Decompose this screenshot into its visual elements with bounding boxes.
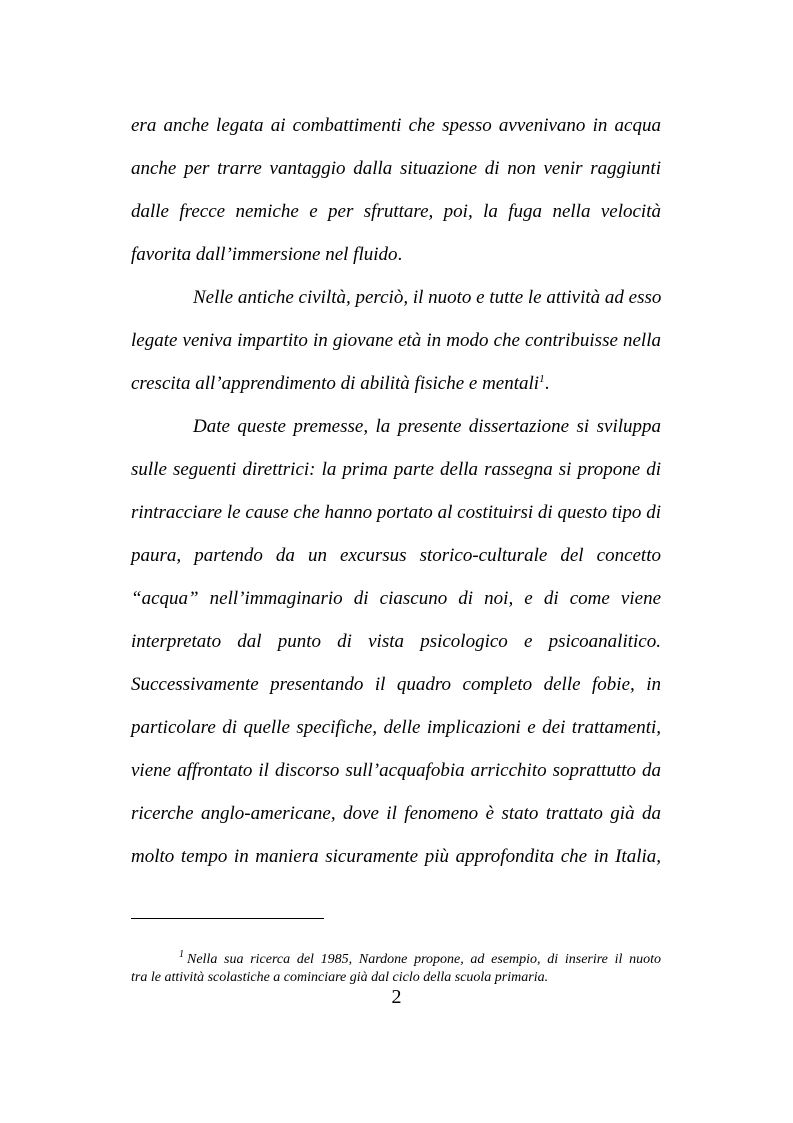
- body-line-11: paura, partendo da un excursus storico-culturale del concetto: [131, 545, 661, 566]
- body-line-14: Successivamente presentando il quadro completo delle fobie, in: [131, 674, 661, 695]
- body-line-4-period: .: [397, 244, 403, 265]
- body-line-16: viene affrontato il discorso sull’acquafobia arricchito soprattutto da: [131, 760, 661, 781]
- footnote-line-1: [179, 951, 661, 968]
- body-line-15: particolare di quelle specifiche, delle implicazioni e dei trattamenti,: [131, 717, 661, 738]
- body-line-4-text: favorita dall’immersione nel fluido: [131, 244, 398, 265]
- body-line-3: dalle frecce nemiche e per sfruttare, poi, la fuga nella velocità: [131, 201, 661, 222]
- body-line-2: anche per trarre vantaggio dalla situazione di non venir raggiunti: [131, 158, 661, 179]
- body-line-1: era anche legata ai combattimenti che spesso avvenivano in acqua: [131, 115, 661, 136]
- body-line-12: “acqua” nell’immaginario di ciascuno di noi, e di come viene: [131, 588, 661, 609]
- body-line-9: sulle seguenti direttrici: la prima parte della rassegna si propone di: [131, 459, 661, 480]
- body-line-4: [131, 244, 661, 266]
- body-line-13: interpretato dal punto di vista psicologico e psicoanalitico.: [131, 631, 661, 652]
- paragraph-2-first-line: Nelle antiche civiltà, perciò, il nuoto e tutte le attività ad esso: [193, 287, 662, 308]
- body-line-7-period: .: [544, 373, 550, 394]
- footnote-line-1-text: Nella sua ricerca del 1985, Nardone propone, ad esempio, di inserire il nuoto: [187, 952, 661, 967]
- body-line-7: [131, 373, 661, 395]
- footnote-marker: 1: [179, 949, 184, 960]
- body-line-7-text: crescita all’apprendimento di abilità fisiche e mentali: [131, 373, 540, 394]
- footnote-reference: 1: [539, 373, 545, 385]
- body-line-18: molto tempo in maniera sicuramente più approfondita che in Italia,: [131, 846, 661, 867]
- body-line-17: ricerche anglo-americane, dove il fenomeno è stato trattato già da: [131, 803, 661, 824]
- page-number: 2: [391, 986, 402, 1008]
- footnote-separator: [131, 918, 324, 919]
- body-line-10: rintracciare le cause che hanno portato al costituirsi di questo tipo di: [131, 502, 661, 523]
- body-line-6: legate veniva impartito in giovane età in modo che contribuisse nella: [131, 330, 661, 351]
- footnote-line-2: tra le attività scolastiche a cominciare già dal ciclo della scuola primaria.: [131, 970, 549, 985]
- paragraph-3-first-line: Date queste premesse, la presente dissertazione si sviluppa: [193, 416, 661, 437]
